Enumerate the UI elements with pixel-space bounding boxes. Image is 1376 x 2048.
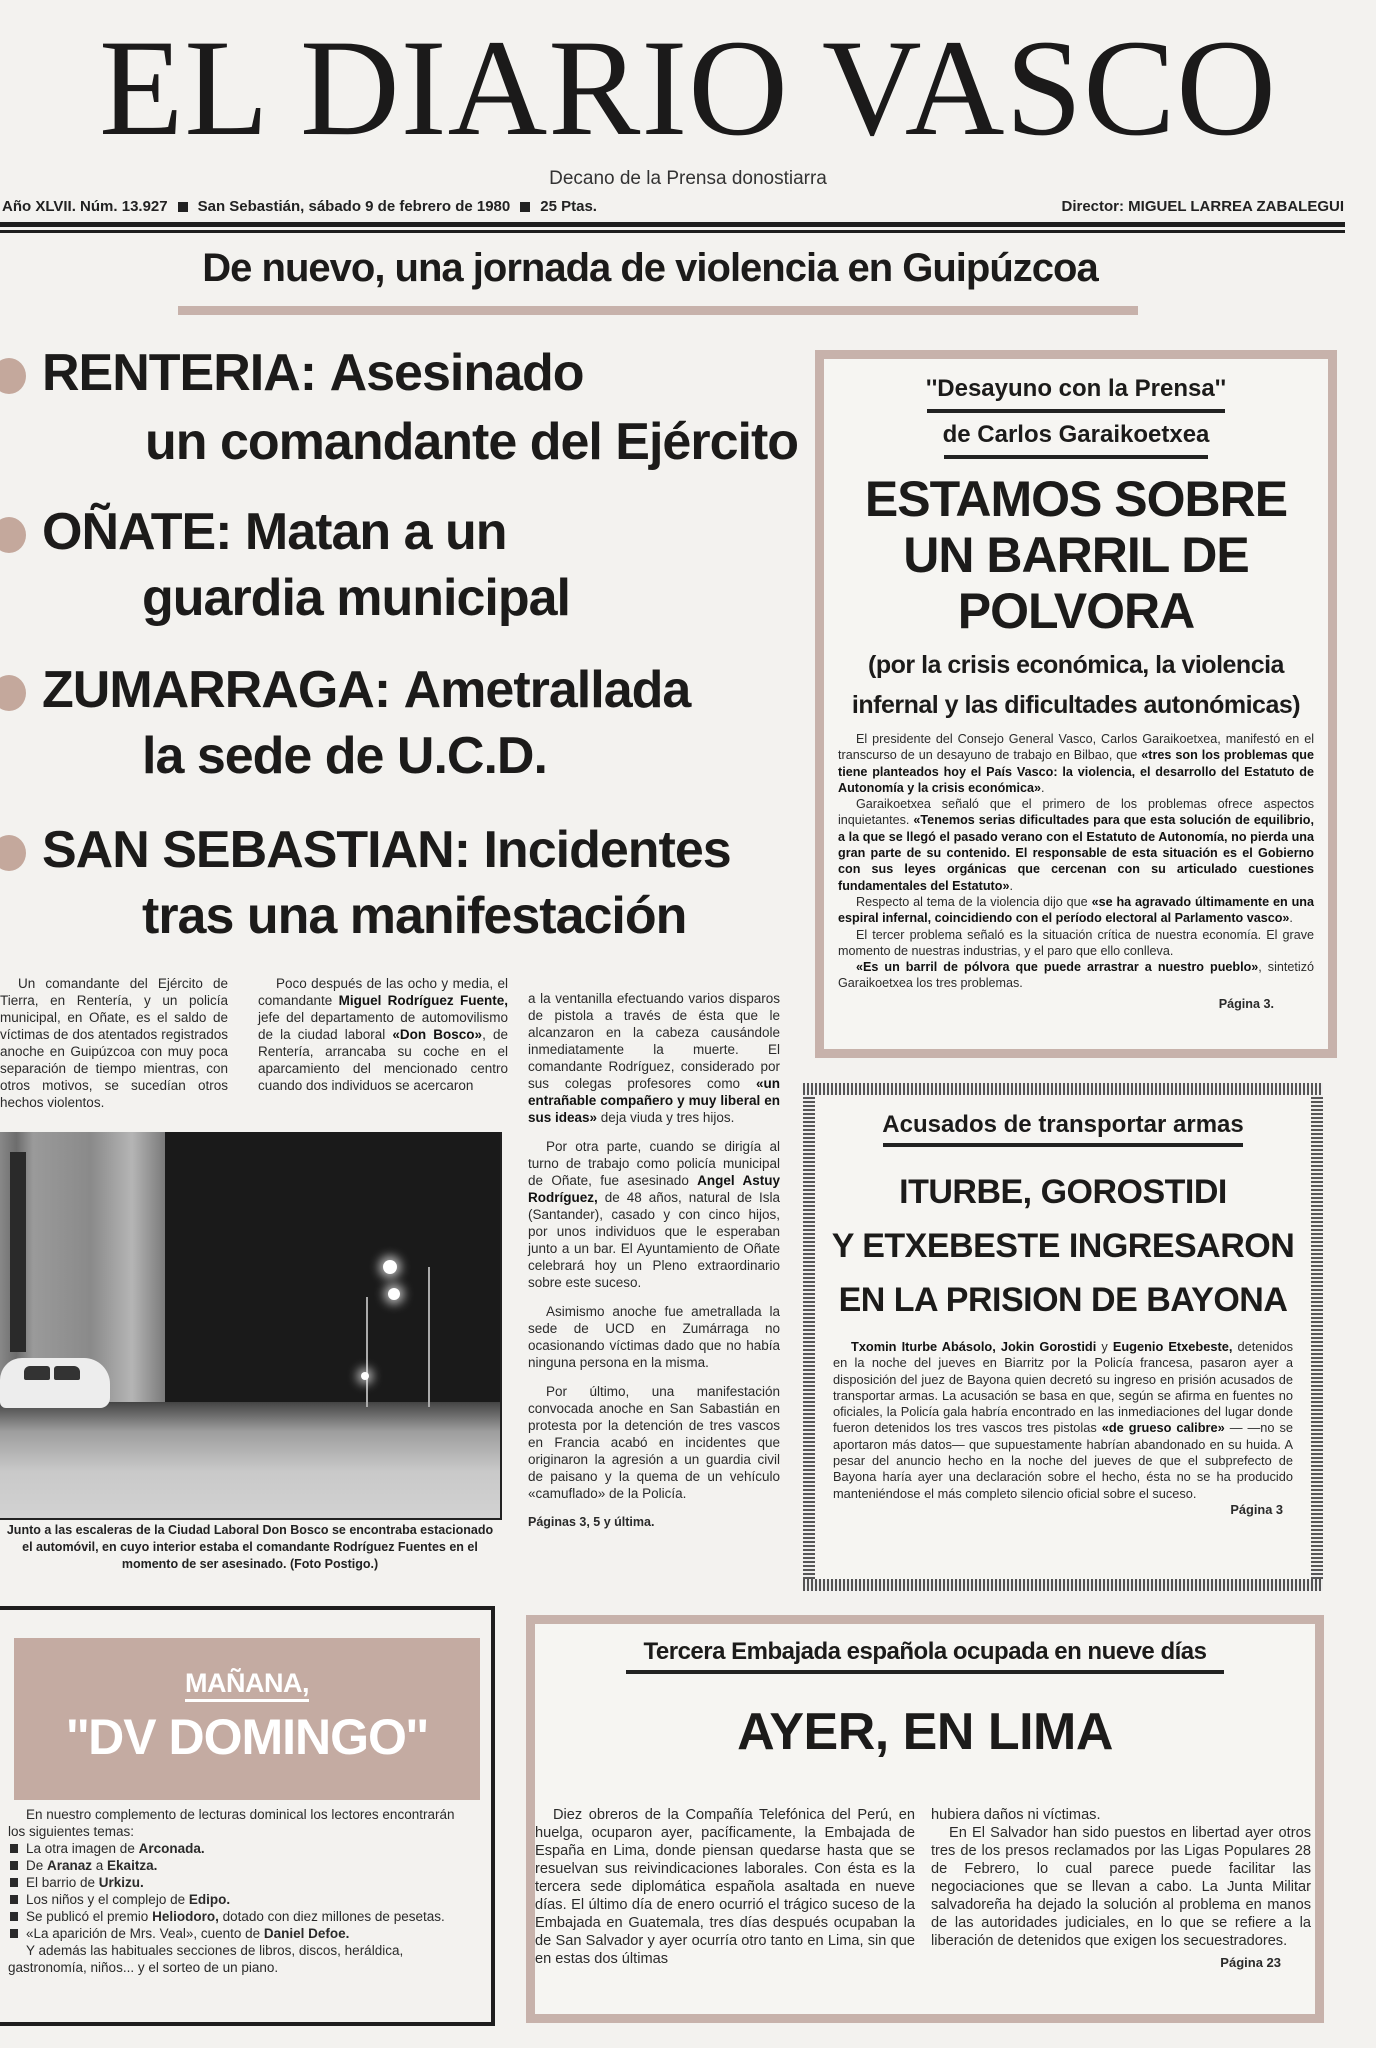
- kicker-underline: [927, 409, 1225, 413]
- box-paragraph: [838, 796, 1314, 894]
- page-reference: Páginas 3, 5 y última.: [528, 1515, 655, 1529]
- headline-place: ZUMARRAGA:: [42, 661, 391, 719]
- bold-name: Heliodoro,: [152, 1909, 219, 1924]
- bold-name: Txomin Iturbe Abásolo, Jokin Gorostidi: [851, 1339, 1097, 1354]
- box-paragraph: En nuestro complemento de lecturas dominical los lectores encontrarán los siguientes temas:: [8, 1807, 455, 1839]
- box-kicker-2: de Carlos Garaikoetxea: [942, 421, 1210, 448]
- photo-window: [10, 1152, 26, 1352]
- story-column-3: [528, 990, 780, 1531]
- banner-title: ''DV DOMINGO'': [66, 1709, 428, 1765]
- box-paragraph: [838, 959, 1314, 992]
- bold-name: Daniel Defoe.: [263, 1926, 350, 1941]
- list-item: [8, 1874, 468, 1891]
- dv-domingo-banner: [14, 1638, 480, 1800]
- square-bullet-icon: [520, 202, 530, 212]
- headline-zumarraga-line2: la sede de U.C.D.: [142, 727, 547, 785]
- text-run: , de Rentería, arrancaba su coche en el aparcamiento del mencionado centro cuando dos individuos se acercaron: [258, 1027, 508, 1093]
- text-run: , sintetizó Garaikoetxea los tres problemas.: [838, 960, 1315, 991]
- bold-quote: «se ha agravado últimamente en una espiral infernal, coincidiendo con el período electoral al Parlamento vasco»: [838, 894, 1314, 926]
- box-paragraph: [838, 731, 1314, 796]
- car-window: [24, 1366, 50, 1380]
- bold-name: Urkizu.: [98, 1875, 144, 1890]
- text-run: — —no se aportaron más datos— que supuestamente habrían abandonado en su huida. A pesar del anuncio hecho en la noche del jueves de que el subprefecto de Bayona haría ayer una declaración sobre el hecho, ésta no se ha producido manteniéndose el más completo silencio oficial sobre el suceso.: [833, 1420, 1293, 1501]
- headline-text: Incidentes: [483, 821, 731, 879]
- photo-caption: Junto a las escaleras de la Ciudad Laboral Don Bosco se encontraba estacionado el automóvil, en cuyo interior estaba el comandante Rodríguez Fuentes en el momento de ser asesinado. (Foto Postigo.): [6, 1523, 494, 1571]
- news-photo: [0, 1132, 502, 1520]
- photo-lamp: [388, 1288, 400, 1300]
- text-run: Se publicó el premio: [26, 1909, 153, 1924]
- text-run: .: [1009, 878, 1013, 893]
- box-body: [833, 1339, 1293, 1518]
- bullet-dot-icon: [0, 358, 26, 394]
- box-headline: AYER, EN LIMA: [737, 1703, 1113, 1761]
- lima-column-1: [535, 1806, 915, 1968]
- list-item: [8, 1840, 468, 1857]
- box-headline-line: ITURBE, GOROSTIDI: [899, 1173, 1227, 1211]
- story-paragraph: Un comandante del Ejército de Tierra, en Rentería, y un policía municipal, en Oñate, es el saldo de víctimas de dos atentados registrados anoche en Guipúzcoa con muy poca separación de tiempo mientras, con otros motivos, se sucedían otros hechos violentos.: [0, 976, 228, 1110]
- text-run: Garaikoetxea señaló que el primero de los problemas ofrece aspectos inquietantes.: [838, 797, 1314, 828]
- headline-place: SAN SEBASTIAN:: [42, 821, 471, 879]
- bold-quote: «Es un barril de pólvora que puede arrastrar a nuestro pueblo»: [856, 960, 1259, 975]
- bold-name: Ekaitza.: [107, 1858, 158, 1873]
- text-run: a: [92, 1858, 108, 1873]
- masthead-rule: [0, 222, 1345, 227]
- bayona-box: [803, 1083, 1323, 1591]
- bullet-dot-icon: [0, 835, 26, 871]
- story-paragraph: [258, 975, 508, 1094]
- box-headline-line: EN LA PRISION DE BAYONA: [838, 1281, 1288, 1319]
- box-headline: ESTAMOS SOBRE UN BARRIL DE POLVORA: [864, 471, 1288, 639]
- headline-san-sebastian: [0, 822, 731, 878]
- price: 25 Ptas.: [540, 198, 597, 215]
- kicker-underline: [626, 1670, 1224, 1674]
- box-kicker: Tercera Embajada española ocupada en nueve días: [643, 1638, 1207, 1665]
- bold-quote: «de grueso calibre»: [1101, 1420, 1225, 1436]
- lima-box: [526, 1615, 1324, 2023]
- page-reference: Página 3: [1230, 1501, 1283, 1517]
- text-run: Por otra parte, cuando se dirigía al turno de trabajo como policía municipal de Oñate, fue asesinado: [528, 1139, 780, 1188]
- story-column-2: [258, 975, 508, 1094]
- bold-quote: «tres son los problemas que tiene planteados hoy el País Vasco: la violencia, el desarrollo del Estatuto de Autonomía y la crisis económica»: [838, 748, 1314, 795]
- box-paragraph: En El Salvador han sido puestos en libertad ayer otros tres de los presos reclamados por las Ligas Populares 28 de Febrero, lo cual parece puede facilitar las negociaciones que se llevan a cabo. La Junta Militar salvadoreña ha dejado la solución al problema en manos de las autoridades judiciales, en lo que se refiere a la liberación de detenidos que exigen los secuestradores.: [931, 1825, 1311, 1949]
- heading-underline-bar: [178, 306, 1138, 315]
- photo-ground: [0, 1402, 500, 1518]
- bold-name: Arconada.: [138, 1841, 205, 1856]
- text-run: a la ventanilla efectuando varios disparos de pistola a través de ésta que le alcanzaron en la cabeza causándole inmediatamente la muerte. El comandante Rodríguez, considerado por sus colegas profesores como: [528, 991, 780, 1091]
- story-paragraph: Asimismo anoche fue ametrallada la sede de UCD en Zumárraga no ocasionando víctimas dado que no había ninguna persona en la misma.: [528, 1304, 780, 1370]
- text-run: De: [26, 1858, 48, 1873]
- text-run: La otra imagen de: [26, 1841, 139, 1856]
- text-run: .: [1289, 911, 1293, 926]
- photo-lamppost: [366, 1297, 368, 1407]
- bold-quote: «Tenemos serias dificultades para que esta solución de equilibrio, a la que se llegó el pasado verano con el Estatuto de Autonomía, no pierda una gran parte de su contenido. El responsable de esta situación es el Gobierno con sus leyes orgánicas que cercenan con su articulado cuestiones fundamentales del Estatuto»: [838, 813, 1314, 893]
- box-paragraph: [833, 1339, 1293, 1502]
- page-reference: Página 23: [1220, 1955, 1281, 1970]
- text-run: El barrio de: [26, 1875, 99, 1890]
- bold-name: Miguel Rodríguez Fuente,: [338, 993, 508, 1008]
- photo-lamp: [361, 1372, 369, 1380]
- place-date: San Sebastián, sábado 9 de febrero de 1980: [197, 198, 511, 215]
- bold-name: Eugenio Etxebeste,: [1112, 1339, 1233, 1354]
- page-reference: Página 3.: [1218, 996, 1274, 1011]
- bold-name: «Don Bosco»: [392, 1027, 483, 1042]
- main-heading: De nuevo, una jornada de violencia en Guipúzcoa: [202, 246, 1098, 290]
- box-kicker: Acusados de transportar armas: [882, 1111, 1244, 1138]
- bold-name: Edipo.: [188, 1892, 231, 1907]
- text-run: El presidente del Consejo General Vasco, Carlos Garaikoetxea, manifestó en el transcurso de un desayuno de trabajo en Bilbao, que: [838, 732, 1314, 763]
- list-item: [8, 1925, 468, 1942]
- dv-domingo-box: [0, 1606, 495, 2026]
- box-subheadline: (por la crisis económica, la violencia infernal y las dificultades autonómicas): [851, 651, 1301, 719]
- text-run: detenidos en la noche del jueves en Biarritz por la Policía francesa, pasaron ayer a disposición del juez de Bayona quien decretó su ingreso en prisión acusados de transportar armas. La acusación se basa en que, según se afirma en fuentes no oficiales, la Policía gala habría encontrado en las inmediaciones del lugar donde fueron detenidos los tres vascos tres pistolas: [833, 1339, 1293, 1436]
- box-paragraph: El tercer problema señaló es la situación crítica de nuestra economía. El grave momento de nuestras industrias, y el paro que ello conlleva.: [838, 927, 1314, 958]
- desayuno-box: [815, 350, 1337, 1058]
- story-paragraph: [528, 1138, 780, 1291]
- car-window: [54, 1366, 80, 1380]
- lima-column-2: [931, 1806, 1311, 1972]
- kicker-underline: [944, 455, 1208, 459]
- text-run: dotado con diez millones de pesetas.: [218, 1909, 445, 1924]
- headline-zumarraga: [0, 662, 690, 718]
- text-run: jefe del departamento de automovilismo de la ciudad laboral: [258, 1010, 508, 1042]
- newspaper-masthead: EL DIARIO VASCO: [99, 11, 1277, 164]
- list-item: [8, 1857, 468, 1874]
- list-item: [8, 1908, 468, 1925]
- text-run: .: [1040, 780, 1045, 795]
- headline-place: OÑATE:: [42, 503, 232, 561]
- photo-lamp: [383, 1260, 397, 1274]
- box-body: [838, 731, 1314, 1012]
- box-headline-line: Y ETXEBESTE INGRESARON: [831, 1227, 1295, 1265]
- issue-number: Año XLVII. Núm. 13.927: [2, 198, 168, 215]
- text-run: de 48 años, natural de Isla (Santander), casado y con cinco hijos, por unos individuos que le esperaban junto a un bar. El Ayuntamiento de Oñate celebrará hoy un Pleno extraordinario sobre este suceso.: [528, 1190, 780, 1290]
- box-body: [8, 1806, 468, 1976]
- box-paragraph: [838, 894, 1314, 927]
- headline-renteria: [0, 345, 584, 401]
- text-run: Poco después de las ocho y media, el comandante: [258, 976, 508, 1008]
- photo-car: [0, 1358, 110, 1408]
- headline-renteria-line2: un comandante del Ejército: [145, 413, 799, 471]
- photo-lamppost: [428, 1267, 430, 1407]
- kicker-underline: [883, 1143, 1243, 1147]
- director-credit: Director: MIGUEL LARREA ZABALEGUI: [1061, 198, 1344, 215]
- bold-quote: «un entrañable compañero y muy liberal en sus ideas»: [528, 1076, 780, 1125]
- headline-text: Asesinado: [329, 344, 584, 402]
- story-paragraph: [528, 990, 780, 1126]
- box-paragraph: Diez obreros de la Compañía Telefónica del Perú, en huelga, ocuparon ayer, pacíficamente, la Embajada de España en Lima, donde piensan quedarse hasta que se resuelvan sus reivindicaciones laborales. Con ésta es la tercera sede diplomática española asaltada en nueve días. El último día de enero ocurrió el trágico suceso de la Embajada en Guatemala, tres días después ocupaban la de San Salvador y ayer ocurría otro tanto en Lima, sin que en estas dos últimas: [535, 1807, 915, 1967]
- bullet-dot-icon: [0, 675, 26, 711]
- text-run: Los niños y el complejo de: [26, 1892, 189, 1907]
- box-kicker: ''Desayuno con la Prensa'': [925, 375, 1227, 402]
- headline-text: Matan a un: [244, 503, 507, 561]
- headline-onate: [0, 504, 507, 560]
- bullet-dot-icon: [0, 517, 26, 553]
- box-paragraph: hubiera daños ni víctimas.: [931, 1807, 1101, 1823]
- square-bullet-icon: [178, 202, 188, 212]
- bold-name: Angel Astuy Rodríguez,: [528, 1173, 780, 1205]
- headline-text: Ametrallada: [403, 661, 691, 719]
- masthead-motto: Decano de la Prensa donostiarra: [549, 168, 827, 189]
- masthead-rule-thin: [0, 230, 1345, 233]
- headline-onate-line2: guardia municipal: [142, 569, 570, 627]
- headline-place: RENTERIA:: [42, 344, 317, 402]
- list-item: [8, 1891, 468, 1908]
- bold-name: Aranaz: [47, 1858, 93, 1873]
- text-run: Respecto al tema de la violencia dijo que: [856, 894, 1092, 909]
- text-run: «La aparición de Mrs. Veal», cuento de: [26, 1926, 264, 1941]
- story-column-1: [0, 975, 228, 1111]
- text-run: deja viuda y tres hijos.: [597, 1110, 735, 1125]
- banner-kicker: MAÑANA,: [185, 1668, 309, 1702]
- box-paragraph: Y además las habituales secciones de libros, discos, heráldica, gastronomía, niños... y el sorteo de un piano.: [8, 1943, 404, 1975]
- text-run: y: [1096, 1339, 1113, 1354]
- story-paragraph: Por último, una manifestación convocada anoche en San Sabastián en protesta por la detención de tres vascos en Francia acabó en incidentes que originaron la agresión a un guardia civil de paisano y la quema de un vehículo «camuflado» de la Policía.: [528, 1384, 780, 1501]
- headline-san-sebastian-line2: tras una manifestación: [142, 887, 687, 945]
